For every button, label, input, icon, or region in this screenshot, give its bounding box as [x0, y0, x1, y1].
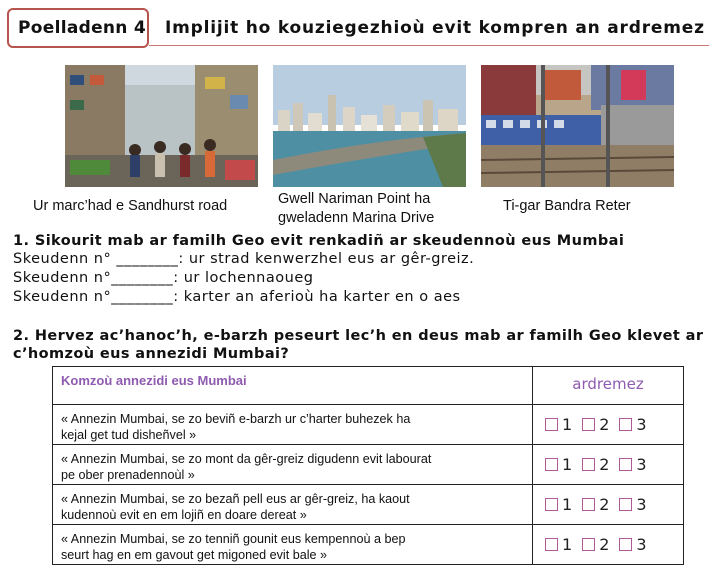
question-2-prompt-line2: c’homzoù eus annezidi Mumbai?	[13, 346, 290, 362]
answer-line-3[interactable]: Skeudenn n°________: karter an aferioù ha karter en o aes	[13, 289, 461, 305]
quotes-table	[52, 366, 684, 565]
answer-line-2[interactable]: Skeudenn n°________: ur lochennaoueg	[13, 270, 314, 286]
photo-caption-1: Ur marc’had e Sandhurst road	[33, 198, 228, 214]
table-row	[53, 485, 684, 525]
checkbox-icon[interactable]	[582, 538, 595, 551]
quote-line: pe ober prenadennoùl »	[61, 468, 195, 482]
quote-line: « Annezin Mumbai, se zo mont da gêr-greiz digudenn evit labourat	[61, 452, 432, 466]
quote-cell	[53, 485, 533, 525]
choice-2[interactable]: 2	[582, 455, 609, 474]
checkbox-icon[interactable]	[619, 538, 632, 551]
choice-cell	[533, 485, 684, 525]
table-header-environment-label: ardremez	[572, 375, 644, 393]
photo-caption-2-line2: gweladenn Marina Drive	[278, 210, 435, 226]
photo-caption-2-line1: Gwell Nariman Point ha	[278, 191, 431, 207]
answer-line-1[interactable]: Skeudenn n° ________: ur strad kenwerzhel eus ar gêr-greiz.	[13, 251, 475, 267]
quote-line: « Annezin Mumbai, se zo tenniñ gounit eus kempennoù a bep	[61, 532, 406, 546]
quote-cell	[53, 525, 533, 565]
choice-1[interactable]: 1	[545, 495, 572, 514]
checkbox-icon[interactable]	[545, 458, 558, 471]
table-row	[53, 445, 684, 485]
choice-3[interactable]: 3	[619, 535, 646, 554]
choice-cell	[533, 445, 684, 485]
table-row	[53, 405, 684, 445]
checkbox-icon[interactable]	[545, 538, 558, 551]
question-1-prompt: 1. Sikourit mab ar familh Geo evit renkadiñ ar skeudennoù eus Mumbai	[13, 233, 625, 249]
photo-caption-3: Ti-gar Bandra Reter	[503, 198, 631, 214]
table-header-quotes	[53, 367, 533, 405]
page-title: Implijit ho kouziegezhioù evit kompren an ardremez	[165, 18, 705, 38]
question-2-prompt-line1: 2. Hervez ac’hanoc’h, e-barzh peseurt lec’h en deus mab ar familh Geo klevet ar	[13, 328, 704, 344]
checkbox-icon[interactable]	[619, 458, 632, 471]
quote-line: kejal get tud disheñvel »	[61, 428, 197, 442]
choice-cell	[533, 405, 684, 445]
lesson-label: Poelladenn 4	[18, 18, 147, 38]
quote-line: « Annezin Mumbai, se zo beviñ e-barzh ur c’harter buhezek ha	[61, 412, 411, 426]
checkbox-icon[interactable]	[582, 498, 595, 511]
quote-line: seurt hag en em gavout get migoned evit bale »	[61, 548, 328, 562]
checkbox-icon[interactable]	[582, 458, 595, 471]
bandra-station-photo	[481, 65, 674, 187]
choice-3[interactable]: 3	[619, 495, 646, 514]
choice-2[interactable]: 2	[582, 415, 609, 434]
quote-cell	[53, 445, 533, 485]
quote-line: kudennoù evit en em lojiñ en doare dereat »	[61, 508, 307, 522]
title-underline	[149, 45, 709, 46]
choice-1[interactable]: 1	[545, 535, 572, 554]
table-header-environment	[533, 367, 684, 405]
table-row	[53, 525, 684, 565]
choice-1[interactable]: 1	[545, 455, 572, 474]
choice-3[interactable]: 3	[619, 415, 646, 434]
checkbox-icon[interactable]	[619, 498, 632, 511]
checkbox-icon[interactable]	[619, 418, 632, 431]
table-header-row	[53, 367, 684, 405]
choice-1[interactable]: 1	[545, 415, 572, 434]
choice-3[interactable]: 3	[619, 455, 646, 474]
quote-line: « Annezin Mumbai, se zo bezañ pell eus ar gêr-greiz, ha kaout	[61, 492, 410, 506]
choice-2[interactable]: 2	[582, 535, 609, 554]
choice-2[interactable]: 2	[582, 495, 609, 514]
market-photo	[65, 65, 258, 187]
checkbox-icon[interactable]	[545, 418, 558, 431]
table-header-quotes-label: Komzoù annezidi eus Mumbai	[61, 373, 247, 388]
quote-cell	[53, 405, 533, 445]
choice-cell	[533, 525, 684, 565]
checkbox-icon[interactable]	[582, 418, 595, 431]
checkbox-icon[interactable]	[545, 498, 558, 511]
marine-drive-photo	[273, 65, 466, 187]
